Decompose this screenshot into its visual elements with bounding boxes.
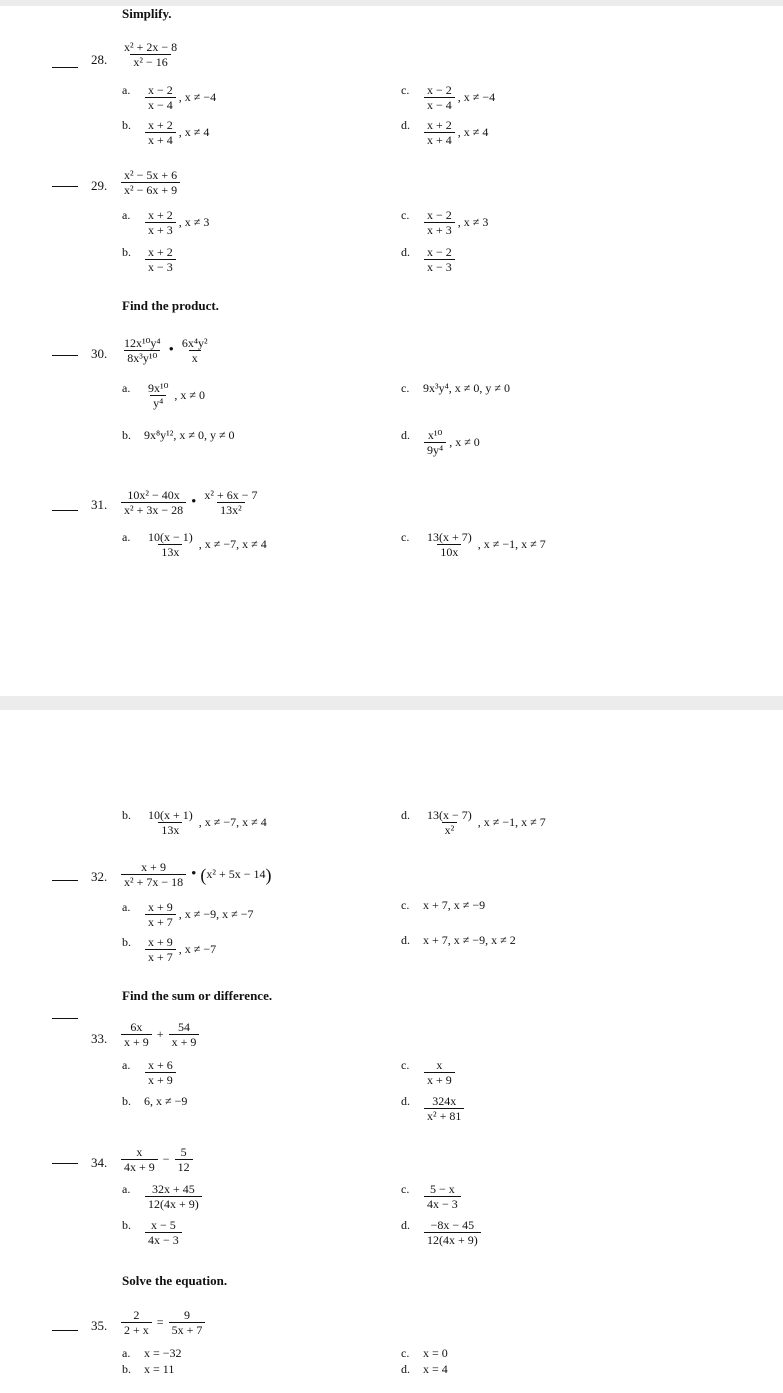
numerator: 32x + 45 (151, 1182, 195, 1196)
numerator: 6x (130, 1020, 143, 1034)
choice-text: 6, x ≠ −9 (144, 1094, 188, 1108)
restriction: , x ≠ 3 (178, 215, 210, 229)
choice-28a[interactable] (144, 83, 216, 112)
numerator: −8x − 45 (430, 1218, 475, 1232)
choice-30c[interactable] (423, 381, 510, 396)
choice-fraction (424, 530, 475, 559)
choice-35b[interactable] (144, 1362, 174, 1377)
choice-text: x = −32 (144, 1346, 182, 1360)
choice-letter: a. (122, 1346, 131, 1360)
denominator: x − 4 (145, 97, 176, 112)
choice-letter: d. (401, 1362, 410, 1376)
answer-blank-32[interactable] (52, 880, 78, 881)
question-34-expression (120, 1145, 194, 1174)
numerator: x − 2 (427, 83, 452, 97)
choice-fraction (145, 245, 176, 274)
choice-letter: b. (122, 1362, 131, 1376)
numerator: x + 9 (141, 860, 166, 874)
section-heading-sum-difference: Find the sum or difference. (122, 988, 273, 1003)
choice-text: x = 0 (423, 1346, 448, 1360)
restriction: , x ≠ 0 (174, 388, 206, 402)
choice-fraction (145, 1218, 182, 1247)
right-paren: ) (265, 864, 272, 885)
numerator: 9x¹⁰ (148, 381, 169, 395)
choice-29c[interactable] (423, 208, 488, 237)
choice-letter: a. (122, 1058, 131, 1072)
choice-letter: b. (122, 1218, 131, 1232)
denominator: x + 4 (145, 132, 176, 147)
choice-letter: b. (122, 428, 131, 442)
answer-blank-28[interactable] (52, 67, 78, 68)
choice-32b[interactable] (144, 935, 216, 964)
numerator: x + 2 (427, 118, 452, 132)
choice-fraction (145, 935, 176, 964)
choice-29d[interactable] (423, 245, 458, 274)
prompt-fraction-left (121, 336, 164, 365)
choice-text: 9x⁸y¹², x ≠ 0, y ≠ 0 (144, 428, 235, 442)
prompt-fraction-right (169, 1308, 206, 1337)
numerator: x + 2 (148, 208, 173, 222)
choice-33a[interactable] (144, 1058, 177, 1087)
choice-letter: c. (401, 1346, 410, 1360)
denominator: x² (442, 822, 458, 837)
question-number: 34. (91, 1155, 108, 1170)
question-33-expression (120, 1020, 200, 1049)
choice-letter: d. (401, 118, 410, 132)
question-30-expression (120, 336, 212, 365)
denominator: x² − 16 (130, 54, 170, 69)
choice-letter: d. (401, 428, 410, 442)
question-number: 30. (91, 346, 108, 361)
equals-operator: = (156, 1315, 164, 1329)
denominator: x² − 6x + 9 (121, 182, 180, 197)
choice-letter: a. (122, 1182, 131, 1196)
denominator: 5x + 7 (169, 1322, 206, 1337)
prompt-fraction-left (121, 1020, 152, 1049)
factor-expression: x² + 5x − 14 (206, 867, 266, 881)
answer-blank-29[interactable] (52, 186, 78, 187)
choice-33c[interactable] (423, 1058, 456, 1087)
choice-fraction (145, 208, 176, 237)
denominator: 4x + 9 (121, 1159, 158, 1174)
denominator: x + 7 (145, 914, 176, 929)
choice-letter: b. (122, 1094, 131, 1108)
denominator: 13x (158, 544, 182, 559)
choice-fraction (424, 83, 455, 112)
question-32-expression (120, 860, 272, 889)
prompt-fraction-right (179, 336, 211, 365)
denominator: x − 3 (424, 259, 455, 274)
prompt-fraction (121, 168, 180, 197)
choice-31a[interactable] (144, 530, 267, 559)
choice-34d[interactable] (423, 1218, 482, 1247)
prompt-fraction-left (121, 1308, 152, 1337)
answer-blank-33[interactable] (52, 1018, 78, 1019)
restriction: , x ≠ −4 (457, 90, 496, 104)
restriction: , x ≠ −7 (178, 942, 217, 956)
numerator: x + 9 (148, 935, 173, 949)
choice-31c[interactable] (423, 530, 546, 559)
choice-fraction (424, 808, 475, 837)
prompt-fraction-right (175, 1145, 193, 1174)
denominator: x + 4 (424, 132, 455, 147)
denominator: 4x − 3 (145, 1232, 182, 1247)
denominator: x + 9 (145, 1072, 176, 1087)
choice-letter: d. (401, 1218, 410, 1232)
choice-letter: b. (122, 118, 131, 132)
denominator: 2 + x (121, 1322, 152, 1337)
denominator: 9y⁴ (424, 442, 446, 457)
answer-blank-31[interactable] (52, 510, 78, 511)
denominator: 12 (175, 1159, 193, 1174)
choice-fraction (424, 118, 455, 147)
numerator: 2 (133, 1308, 140, 1322)
choice-text: x + 7, x ≠ −9, x ≠ 2 (423, 933, 516, 947)
numerator: x² − 5x + 6 (124, 168, 178, 182)
choice-fraction (145, 381, 171, 410)
numerator: 54 (177, 1020, 190, 1034)
numerator: 13(x − 7) (427, 808, 472, 822)
choice-letter: c. (401, 208, 410, 222)
restriction: , x ≠ 3 (457, 215, 489, 229)
choice-text: x + 7, x ≠ −9 (423, 898, 486, 912)
choice-fraction (424, 428, 446, 457)
choice-text: 9x³y⁴, x ≠ 0, y ≠ 0 (423, 381, 510, 395)
choice-34c[interactable] (423, 1182, 462, 1211)
choice-32d[interactable] (423, 933, 516, 948)
choice-letter: c. (401, 530, 410, 544)
choice-30b[interactable] (144, 428, 235, 443)
restriction: , x ≠ −4 (178, 90, 217, 104)
question-number: 29. (91, 178, 108, 193)
denominator: 10x (437, 544, 461, 559)
question-35-expression (120, 1308, 206, 1337)
numerator: x − 2 (427, 208, 452, 222)
restriction: , x ≠ −9, x ≠ −7 (178, 907, 254, 921)
multiply-operator: • (191, 866, 197, 882)
numerator: x + 2 (148, 245, 173, 259)
denominator: 13x² (217, 502, 245, 517)
numerator: x − 2 (427, 245, 452, 259)
choice-letter: c. (401, 898, 410, 912)
choice-letter: b. (122, 245, 131, 259)
choice-fraction (424, 1218, 481, 1247)
choice-35c[interactable] (423, 1346, 448, 1361)
question-number: 33. (91, 1031, 108, 1046)
choice-fraction (145, 118, 176, 147)
denominator: x² + 3x − 28 (121, 502, 186, 517)
prompt-fraction-left (121, 1145, 158, 1174)
choice-letter: b. (122, 808, 131, 822)
choice-letter: c. (401, 83, 410, 97)
denominator: x (189, 350, 201, 365)
answer-blank-34[interactable] (52, 1163, 78, 1164)
choice-letter: a. (122, 83, 131, 97)
choice-fraction (145, 900, 176, 929)
minus-operator: − (162, 1152, 170, 1166)
denominator: x − 4 (424, 97, 455, 112)
numerator: x² + 2x − 8 (124, 40, 178, 54)
section-heading-product: Find the product. (122, 298, 219, 313)
choice-letter: d. (401, 933, 410, 947)
denominator: x − 3 (145, 259, 176, 274)
choice-35d[interactable] (423, 1362, 448, 1377)
section-heading-simplify: Simplify. (122, 6, 172, 21)
choice-text: x = 11 (144, 1362, 175, 1376)
numerator: x + 9 (148, 900, 173, 914)
choice-fraction (424, 1058, 455, 1087)
choice-fraction (424, 1094, 464, 1123)
question-number: 31. (91, 497, 108, 512)
worksheet-page-1 (0, 6, 783, 696)
question-number: 32. (91, 869, 108, 884)
choice-31d[interactable] (423, 808, 546, 837)
choice-fraction (145, 83, 176, 112)
question-28-expression (120, 40, 181, 69)
prompt-fraction-right (201, 488, 260, 517)
choice-28d[interactable] (423, 118, 488, 147)
denominator: x² + 7x − 18 (121, 874, 186, 889)
choice-fraction (424, 245, 455, 274)
denominator: 13x (158, 822, 182, 837)
choice-34b[interactable] (144, 1218, 183, 1247)
question-number: 35. (91, 1318, 108, 1333)
choice-32c[interactable] (423, 898, 485, 913)
denominator: x + 3 (424, 222, 455, 237)
numerator: 10(x + 1) (148, 808, 193, 822)
denominator: 12(4x + 9) (424, 1232, 481, 1247)
numerator: x (136, 1145, 143, 1159)
choice-text: x = 4 (423, 1362, 448, 1376)
numerator: 5 (180, 1145, 187, 1159)
choice-letter: d. (401, 245, 410, 259)
choice-29b[interactable] (144, 245, 179, 274)
question-number: 28. (91, 52, 108, 67)
question-29-expression (120, 168, 181, 197)
numerator: x + 2 (148, 118, 173, 132)
numerator: 9 (183, 1308, 190, 1322)
denominator: 8x³y¹⁰ (124, 350, 160, 365)
choice-fraction (424, 1182, 461, 1211)
numerator: 12x¹⁰y⁴ (124, 336, 161, 350)
plus-operator: + (156, 1027, 164, 1041)
question-31-expression (120, 488, 262, 517)
answer-blank-35[interactable] (52, 1330, 78, 1331)
section-heading-solve: Solve the equation. (122, 1273, 228, 1288)
denominator: y⁴ (150, 395, 166, 410)
numerator: x + 6 (148, 1058, 173, 1072)
choice-29a[interactable] (144, 208, 209, 237)
choice-28b[interactable] (144, 118, 209, 147)
numerator: 6x⁴y² (181, 336, 208, 350)
choice-fraction (424, 208, 455, 237)
choice-31b[interactable] (144, 808, 267, 837)
choice-letter: a. (122, 381, 131, 395)
denominator: 4x − 3 (424, 1196, 461, 1211)
choice-32a[interactable] (144, 900, 254, 929)
denominator: x + 7 (145, 949, 176, 964)
numerator: 10x² − 40x (127, 488, 180, 502)
restriction: , x ≠ −7, x ≠ 4 (198, 537, 267, 551)
numerator: x − 2 (148, 83, 173, 97)
choice-fraction (145, 1182, 202, 1211)
choice-33d[interactable] (423, 1094, 465, 1123)
denominator: x² + 81 (424, 1108, 464, 1123)
choice-30d[interactable] (423, 428, 480, 457)
choice-28c[interactable] (423, 83, 495, 112)
choice-letter: a. (122, 530, 131, 544)
choice-fraction (145, 1058, 176, 1087)
choice-letter: a. (122, 208, 131, 222)
choice-fraction (145, 530, 196, 559)
answer-blank-30[interactable] (52, 355, 78, 356)
numerator: 5 − x (430, 1182, 455, 1196)
multiply-operator: • (168, 342, 174, 358)
prompt-fraction (121, 40, 180, 69)
worksheet-page-2 (0, 710, 783, 1393)
choice-letter: d. (401, 1094, 410, 1108)
restriction: , x ≠ 4 (457, 125, 489, 139)
choice-33b[interactable] (144, 1094, 187, 1109)
choice-fraction (145, 808, 196, 837)
choice-30a[interactable] (144, 381, 205, 410)
choice-letter: c. (401, 381, 410, 395)
denominator: x + 9 (424, 1072, 455, 1087)
numerator: x (436, 1058, 443, 1072)
prompt-fraction-left (121, 488, 186, 517)
restriction: , x ≠ 4 (178, 125, 210, 139)
numerator: 10(x − 1) (148, 530, 193, 544)
numerator: 324x (432, 1094, 457, 1108)
choice-letter: c. (401, 1182, 410, 1196)
denominator: x + 9 (121, 1034, 152, 1049)
restriction: , x ≠ −1, x ≠ 7 (477, 815, 546, 829)
numerator: x¹⁰ (427, 428, 443, 442)
left-paren: ( (200, 864, 207, 885)
denominator: 12(4x + 9) (145, 1196, 202, 1211)
restriction: , x ≠ 0 (449, 435, 480, 449)
numerator: x − 5 (151, 1218, 176, 1232)
numerator: 13(x + 7) (427, 530, 472, 544)
numerator: x² + 6x − 7 (204, 488, 258, 502)
prompt-fraction (121, 860, 186, 889)
choice-35a[interactable] (144, 1346, 182, 1361)
prompt-fraction-right (169, 1020, 200, 1049)
choice-letter: c. (401, 1058, 410, 1072)
denominator: x + 9 (169, 1034, 200, 1049)
multiply-operator: • (191, 494, 197, 510)
choice-34a[interactable] (144, 1182, 203, 1211)
choice-letter: b. (122, 935, 131, 949)
denominator: x + 3 (145, 222, 176, 237)
restriction: , x ≠ −1, x ≠ 7 (477, 537, 546, 551)
choice-letter: a. (122, 900, 131, 914)
restriction: , x ≠ −7, x ≠ 4 (198, 815, 267, 829)
choice-letter: d. (401, 808, 410, 822)
